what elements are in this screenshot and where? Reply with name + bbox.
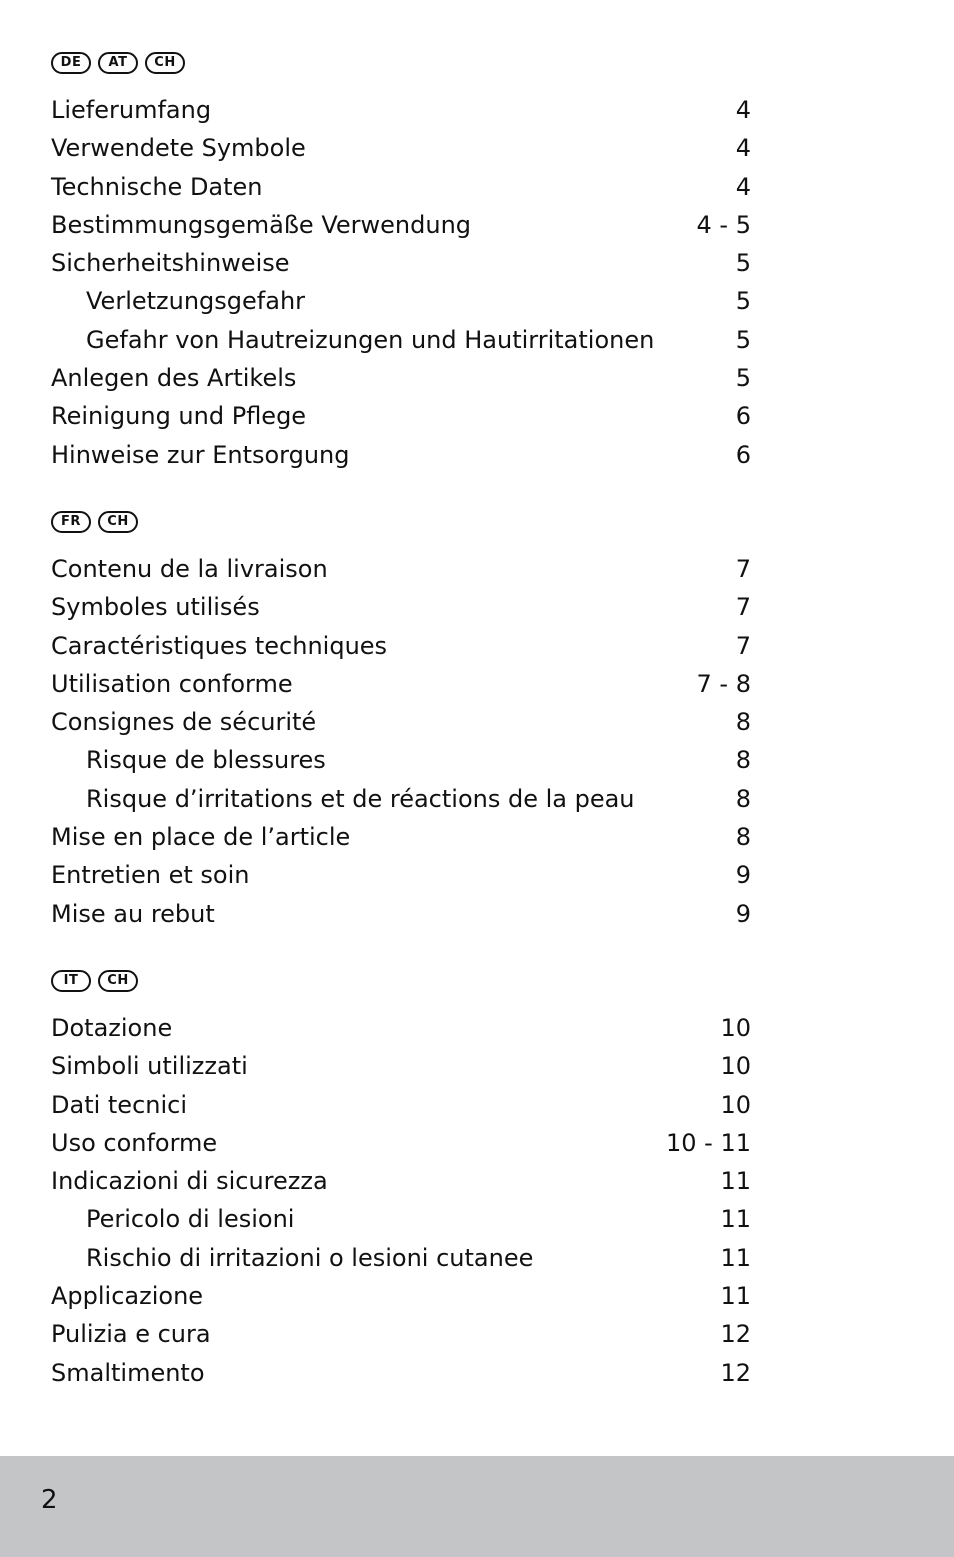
toc-subentry[interactable] — [51, 741, 751, 779]
toc-entry-page: 4 — [735, 172, 751, 201]
toc-entry-page: 7 - 8 — [696, 669, 751, 698]
toc-entry[interactable] — [51, 436, 751, 474]
toc-entry-label: Consignes de sécurité — [51, 708, 317, 737]
toc-entry[interactable] — [51, 129, 751, 167]
toc-entry-label: Caractéristiques techniques — [51, 631, 388, 660]
toc-entry[interactable] — [51, 1086, 751, 1124]
toc-entry-page: 12 — [720, 1320, 751, 1349]
toc-entry-label: Dati tecnici — [51, 1090, 188, 1119]
toc-entry-label: Simboli utilizzati — [51, 1052, 248, 1081]
toc-entry-label: Uso conforme — [51, 1128, 218, 1157]
toc-entry-page: 5 — [735, 325, 751, 354]
toc-subentry[interactable] — [51, 1200, 751, 1238]
toc-entries — [51, 1009, 751, 1392]
toc-entry[interactable] — [51, 1354, 751, 1392]
toc-entry-label: Bestimmungsgemäße Verwendung — [51, 210, 472, 239]
toc-entry[interactable] — [51, 244, 751, 282]
toc-entry[interactable] — [51, 168, 751, 206]
toc-entry[interactable] — [51, 856, 751, 894]
toc-entry[interactable] — [51, 895, 751, 933]
toc-entry-label: Applicazione — [51, 1282, 204, 1311]
toc-entry-label: Pulizia e cura — [51, 1320, 211, 1349]
language-badge-at: AT — [98, 52, 138, 74]
toc-entry-page: 6 — [735, 402, 751, 431]
toc-subentry[interactable] — [51, 1239, 751, 1277]
toc-entry-label: Symboles utilisés — [51, 593, 260, 622]
toc-entry[interactable] — [51, 1124, 751, 1162]
toc-entry-label: Indicazioni di sicurezza — [51, 1167, 328, 1196]
toc-entry-page: 8 — [735, 784, 751, 813]
toc-entry-page: 11 — [720, 1243, 751, 1272]
toc-entries — [51, 550, 751, 933]
toc-entry[interactable] — [51, 703, 751, 741]
toc-entry[interactable] — [51, 588, 751, 626]
toc-entry-label: Anlegen des Artikels — [51, 364, 297, 393]
toc-entry[interactable] — [51, 550, 751, 588]
toc-entry-label: Technische Daten — [51, 172, 263, 201]
toc-entry-page: 4 - 5 — [696, 210, 751, 239]
toc-entry[interactable] — [51, 1277, 751, 1315]
toc-subentry[interactable] — [51, 282, 751, 320]
toc-entry-page: 7 — [735, 593, 751, 622]
toc-entry[interactable] — [51, 91, 751, 129]
toc-entry-label: Reinigung und Pflege — [51, 402, 307, 431]
toc-section-de — [51, 50, 751, 474]
page-number: 2 — [41, 1485, 58, 1515]
toc-entry-label: Risque de blessures — [86, 746, 326, 775]
toc-entry-page: 10 — [720, 1090, 751, 1119]
toc-entry-page: 10 — [720, 1052, 751, 1081]
toc-entry-page: 8 — [735, 708, 751, 737]
toc-entry-label: Mise au rebut — [51, 899, 215, 928]
toc-entry-page: 8 — [735, 746, 751, 775]
toc-entry-page: 10 - 11 — [666, 1128, 751, 1157]
language-badge-ch: CH — [98, 511, 138, 533]
language-badge-de: DE — [51, 52, 91, 74]
language-badge-fr: FR — [51, 511, 91, 533]
toc-entry-label: Hinweise zur Entsorgung — [51, 440, 350, 469]
toc-entry-label: Verwendete Symbole — [51, 134, 306, 163]
toc-entry-label: Dotazione — [51, 1014, 173, 1042]
toc-entry[interactable] — [51, 627, 751, 665]
toc-entry[interactable] — [51, 818, 751, 856]
language-badges — [51, 509, 751, 535]
toc-subentry[interactable] — [51, 780, 751, 818]
toc-entry-page: 5 — [735, 287, 751, 316]
toc-section-fr — [51, 509, 751, 933]
language-badges — [51, 968, 751, 994]
toc-entry[interactable] — [51, 1162, 751, 1200]
toc-entry-label: Lieferumfang — [51, 96, 212, 124]
toc-entry[interactable] — [51, 1047, 751, 1085]
toc-entry-page: 9 — [735, 899, 751, 928]
toc-entry[interactable] — [51, 206, 751, 244]
toc-entry-label: Rischio di irritazioni o lesioni cutanee — [86, 1243, 534, 1272]
toc-entry-label: Mise en place de l’article — [51, 823, 351, 852]
toc-entry[interactable] — [51, 359, 751, 397]
toc-section-it — [51, 968, 751, 1392]
toc-entry-page: 8 — [735, 823, 751, 852]
toc-entry-label: Verletzungsgefahr — [86, 287, 306, 316]
toc-entry-label: Pericolo di lesioni — [86, 1205, 295, 1234]
toc-entry-page: 4 — [735, 134, 751, 163]
toc-entry[interactable] — [51, 1315, 751, 1353]
toc-entry-page: 5 — [735, 364, 751, 393]
toc-entry[interactable] — [51, 665, 751, 703]
toc-entry-label: Utilisation conforme — [51, 669, 293, 698]
toc-entry-label: Gefahr von Hautreizungen und Hautirritationen — [86, 325, 655, 354]
toc-entry-page: 6 — [735, 440, 751, 469]
language-badges — [51, 50, 751, 76]
toc-entry-page: 12 — [720, 1358, 751, 1387]
toc-entry[interactable] — [51, 1009, 751, 1047]
language-badge-ch: CH — [98, 970, 138, 992]
toc-entry-label: Sicherheitshinweise — [51, 249, 290, 278]
toc-entry-page: 4 — [735, 96, 751, 124]
toc-entry-page: 11 — [720, 1167, 751, 1196]
page-footer — [0, 1456, 954, 1557]
toc-entry-page: 7 — [735, 631, 751, 660]
toc-entry-page: 7 — [735, 555, 751, 583]
toc-entry-page: 11 — [720, 1205, 751, 1234]
toc-entry-label: Smaltimento — [51, 1358, 205, 1387]
toc-entry[interactable] — [51, 397, 751, 435]
language-badge-ch: CH — [145, 52, 185, 74]
toc-entries — [51, 91, 751, 474]
toc-entry-page: 10 — [720, 1014, 751, 1042]
toc-entry-label: Contenu de la livraison — [51, 555, 328, 583]
language-badge-it: IT — [51, 970, 91, 992]
toc-entry-page: 5 — [735, 249, 751, 278]
toc-subentry[interactable] — [51, 321, 751, 359]
toc-entry-label: Entretien et soin — [51, 861, 250, 890]
toc-entry-label: Risque d’irritations et de réactions de la peau — [86, 784, 635, 813]
toc-entry-page: 11 — [720, 1282, 751, 1311]
toc-entry-page: 9 — [735, 861, 751, 890]
